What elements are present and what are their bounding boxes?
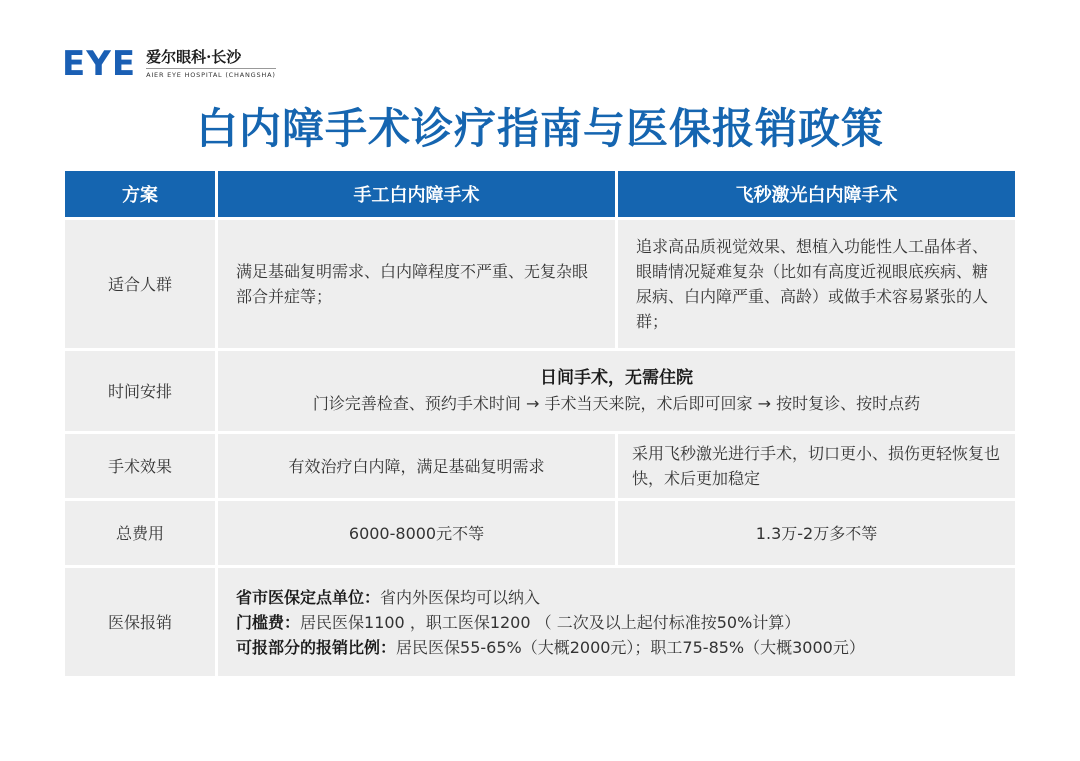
insurance-line xyxy=(236,610,997,635)
schedule-main: 日间手术，无需住院 xyxy=(540,368,693,388)
table-header-row xyxy=(65,171,1015,217)
logo-name-cn: 爱尔眼科·长沙 xyxy=(146,48,242,66)
cell-femto: 采用飞秒激光进行手术，切口更小、损伤更轻恢复也快，术后更加稳定 xyxy=(618,434,1015,498)
table-row-schedule xyxy=(65,351,1015,431)
logo-mark: EYE xyxy=(62,44,137,84)
row-label: 医保报销 xyxy=(65,568,215,676)
table-row-cost xyxy=(65,501,1015,565)
insurance-line-text: 居民医保1100 ，职工医保1200 （ 二次及以上起付标准按50%计算） xyxy=(300,612,801,632)
insurance-line-text: 省内外医保均可以纳入 xyxy=(380,587,541,607)
row-label: 适合人群 xyxy=(65,220,215,348)
row-label: 手术效果 xyxy=(65,434,215,498)
insurance-line-heading: 省市医保定点单位： xyxy=(236,587,381,607)
cell-manual: 满足基础复明需求、白内障程度不严重、无复杂眼部合并症等； xyxy=(218,220,615,348)
cell-femto: 追求高品质视觉效果、想植入功能性人工晶体者、眼睛情况疑难复杂（比如有高度近视眼底疾病、糖尿病、白内障严重、高龄）或做手术容易紧张的人群； xyxy=(618,220,1015,348)
cell-femto: 1.3万-2万多不等 xyxy=(618,501,1015,565)
cell-schedule xyxy=(218,351,1015,431)
insurance-line-heading: 可报部分的报销比例： xyxy=(236,637,397,657)
insurance-line-text: 居民医保55-65%（大概2000元）；职工75-85%（大概3000元） xyxy=(396,637,865,657)
table-row-insurance xyxy=(65,568,1015,676)
hospital-logo xyxy=(62,44,276,84)
header-femto-surgery: 飞秒激光白内障手术 xyxy=(618,171,1015,217)
logo-text xyxy=(146,48,276,80)
cell-insurance xyxy=(218,568,1015,676)
cell-manual: 6000-8000元不等 xyxy=(218,501,615,565)
header-manual-surgery: 手工白内障手术 xyxy=(218,171,615,217)
logo-name-en: AIER EYE HOSPITAL (CHANGSHA) xyxy=(146,68,276,80)
insurance-line xyxy=(236,585,997,610)
comparison-table xyxy=(62,168,1018,679)
table-row-effect xyxy=(65,434,1015,498)
insurance-line xyxy=(236,635,997,660)
cell-manual: 有效治疗白内障，满足基础复明需求 xyxy=(218,434,615,498)
table-row-suitable xyxy=(65,220,1015,348)
row-label: 总费用 xyxy=(65,501,215,565)
schedule-detail: 门诊完善检查、预约手术时间 → 手术当天来院，术后即可回家 → 按时复诊、按时点药 xyxy=(312,394,921,413)
header-plan: 方案 xyxy=(65,171,215,217)
insurance-line-heading: 门槛费： xyxy=(236,612,301,632)
page-title: 白内障手术诊疗指南与医保报销政策 xyxy=(195,104,884,153)
row-label: 时间安排 xyxy=(65,351,215,431)
